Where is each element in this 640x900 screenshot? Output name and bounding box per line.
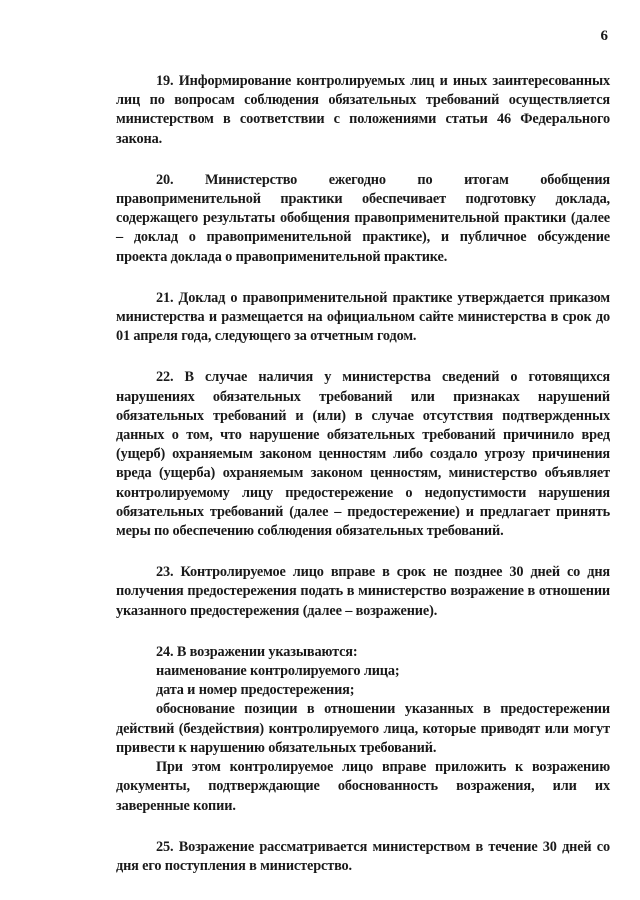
paragraph-gap [116, 149, 610, 171]
document-body [116, 72, 610, 876]
paragraph-19: 19. Информирование контролируемых лиц и иных заинтересованных лиц по вопросам соблюдения обязательных требований осуществляется министерством в соответствии с положениями статьи 46 Федерального закона. [116, 73, 610, 147]
paragraph-24-item-date: дата и номер предостережения; [156, 682, 355, 699]
paragraph-24-note: При этом контролируемое лицо вправе приложить к возражению документы, подтверждающие обоснованность возражения, или их заверенные копии. [116, 759, 610, 814]
paragraph-20: 20. Министерство ежегодно по итогам обобщения правоприменительной практики обеспечивает подготовку доклада, содержащего результаты обобщения правоприменительной практики (далее – доклад о правоприменительной практике), и публичное обсуждение проекта доклада о правоприменительной практике. [116, 171, 610, 265]
paragraph-gap [116, 621, 610, 643]
paragraph-25: 25. Возражение рассматривается министерством в течение 30 дней со дня его поступления в министерство. [116, 838, 610, 874]
paragraph-24-intro: 24. В возражении указываются: [156, 643, 358, 660]
paragraph-21: 21. Доклад о правоприменительной практике утверждается приказом министерства и размещается на официальном сайте министерства в срок до 01 апреля года, следующего за отчетным годом. [116, 289, 610, 345]
paragraph-gap [116, 346, 610, 368]
paragraph-24-item-justification: обоснование позиции в отношении указанных в предостережении действий (бездействия) контролируемого лица, которые приводят или могут привести к нарушению обязательных требований. [116, 701, 610, 756]
page-number: 6 [600, 28, 608, 44]
paragraph-gap [116, 541, 610, 563]
paragraph-22: 22. В случае наличия у министерства сведений о готовящихся нарушениях обязательных требований или признаках нарушений обязательных требований и (или) в случае отсутствия подтвержденных данных о том, что нарушение обязательных требований причинило вред (ущерб) охраняемым законом ценностям либо создало угрозу причинения вреда (ущерба) охраняемым законом ценностям, министерство объявляет контролируемому лицу предостережение о недопустимости нарушения обязательных требований (далее – предостережение) и предлагает принять меры по обеспечению соблюдения обязательных требований. [116, 369, 610, 540]
paragraph-gap [116, 267, 610, 289]
paragraph-23: 23. Контролируемое лицо вправе в срок не позднее 30 дней со дня получения предостережения подать в министерство возражение в отношении указанного предостережения (далее – возражение). [116, 564, 610, 619]
paragraph-24-item-name: наименование контролируемого лица; [156, 663, 400, 680]
paragraph-gap [116, 816, 610, 838]
